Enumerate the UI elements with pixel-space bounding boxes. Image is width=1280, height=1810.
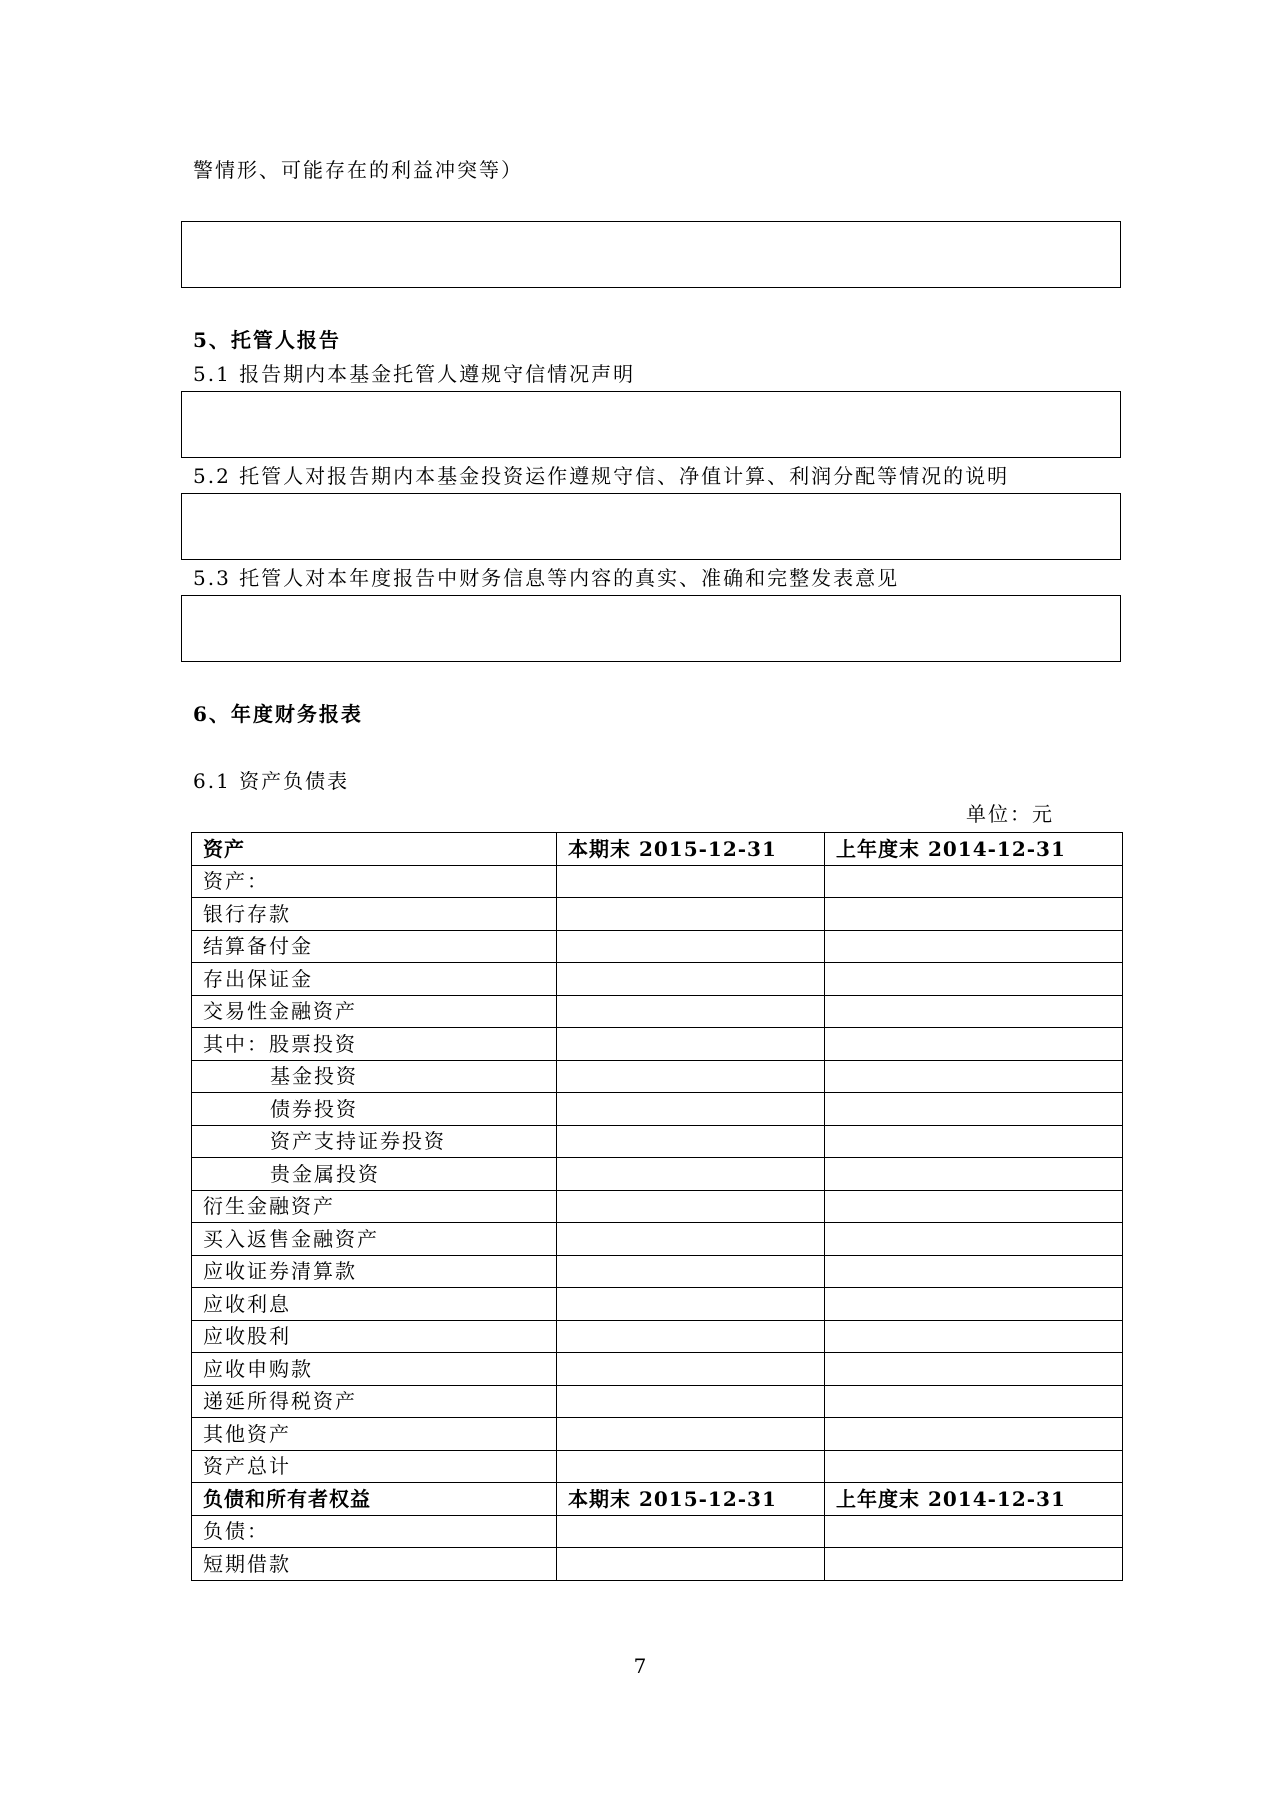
section-5-2-heading: 5.2 托管人对报告期内本基金投资运作遵规守信、净值计算、利润分配等情况的说明 <box>193 464 1010 488</box>
current-period-cell <box>557 1125 825 1158</box>
row-label: 买入返售金融资产 <box>192 1223 557 1256</box>
page-number: 7 <box>633 1654 647 1678</box>
table-row <box>192 1320 1123 1353</box>
row-label: 负债： <box>192 1515 557 1548</box>
table-row <box>192 1158 1123 1191</box>
current-period-cell <box>557 1223 825 1256</box>
row-label: 资产： <box>192 865 557 898</box>
prior-period-cell <box>825 1125 1123 1158</box>
content-box-5-3 <box>181 595 1121 662</box>
table-row <box>192 1223 1123 1256</box>
prior-period-cell <box>825 1548 1123 1581</box>
column-header: 本期末 2015-12-31 <box>557 833 825 866</box>
row-label: 银行存款 <box>192 898 557 931</box>
prior-period-cell <box>825 1450 1123 1483</box>
table-row <box>192 1385 1123 1418</box>
current-period-cell <box>557 1450 825 1483</box>
current-period-cell <box>557 1093 825 1126</box>
row-label: 其中：股票投资 <box>192 1028 557 1061</box>
prior-period-cell <box>825 963 1123 996</box>
prior-period-cell <box>825 865 1123 898</box>
table-row <box>192 1548 1123 1581</box>
prior-period-cell <box>825 1255 1123 1288</box>
table-row <box>192 1515 1123 1548</box>
current-period-cell <box>557 1353 825 1386</box>
prior-period-cell <box>825 1223 1123 1256</box>
table-row <box>192 963 1123 996</box>
table-row <box>192 1353 1123 1386</box>
section-6-1-heading: 6.1 资产负债表 <box>193 769 350 793</box>
prior-period-cell <box>825 1385 1123 1418</box>
current-period-cell <box>557 930 825 963</box>
table-row <box>192 930 1123 963</box>
section-5-title: 5、托管人报告 <box>193 328 341 352</box>
table-row <box>192 1190 1123 1223</box>
row-label: 应收申购款 <box>192 1353 557 1386</box>
section-5-3-heading: 5.3 托管人对本年度报告中财务信息等内容的真实、准确和完整发表意见 <box>193 566 900 590</box>
current-period-cell <box>557 995 825 1028</box>
table-row <box>192 1418 1123 1451</box>
prior-period-cell <box>825 1418 1123 1451</box>
row-label: 资产支持证券投资 <box>192 1125 557 1158</box>
table-row <box>192 1093 1123 1126</box>
table-header-row <box>192 833 1123 866</box>
row-label: 短期借款 <box>192 1548 557 1581</box>
prior-period-cell <box>825 995 1123 1028</box>
column-header: 上年度末 2014-12-31 <box>825 833 1123 866</box>
row-label: 交易性金融资产 <box>192 995 557 1028</box>
continuation-text: 警情形、可能存在的利益冲突等） <box>193 158 523 182</box>
unit-label: 单位：元 <box>966 802 1054 826</box>
current-period-cell <box>557 898 825 931</box>
table-row <box>192 1125 1123 1158</box>
balance-sheet-table <box>191 832 1123 1581</box>
row-label: 基金投资 <box>192 1060 557 1093</box>
column-header: 负债和所有者权益 <box>192 1483 557 1516</box>
content-box-5-2 <box>181 493 1121 560</box>
prior-period-cell <box>825 1190 1123 1223</box>
table-row <box>192 995 1123 1028</box>
prior-period-cell <box>825 1158 1123 1191</box>
current-period-cell <box>557 1028 825 1061</box>
current-period-cell <box>557 865 825 898</box>
content-box-5-1 <box>181 391 1121 458</box>
prior-period-cell <box>825 1028 1123 1061</box>
table-row <box>192 1450 1123 1483</box>
prior-period-cell <box>825 898 1123 931</box>
prior-period-cell <box>825 1353 1123 1386</box>
section-5-1-heading: 5.1 报告期内本基金托管人遵规守信情况声明 <box>193 362 636 386</box>
current-period-cell <box>557 1288 825 1321</box>
current-period-cell <box>557 1158 825 1191</box>
table-row <box>192 1060 1123 1093</box>
row-label: 衍生金融资产 <box>192 1190 557 1223</box>
content-box-4 <box>181 221 1121 288</box>
table-header-row <box>192 1483 1123 1516</box>
section-6-title: 6、年度财务报表 <box>193 702 363 726</box>
prior-period-cell <box>825 1288 1123 1321</box>
prior-period-cell <box>825 1515 1123 1548</box>
current-period-cell <box>557 1418 825 1451</box>
balance-sheet-body <box>192 833 1123 1581</box>
row-label: 递延所得税资产 <box>192 1385 557 1418</box>
table-row <box>192 1288 1123 1321</box>
current-period-cell <box>557 1190 825 1223</box>
column-header: 上年度末 2014-12-31 <box>825 1483 1123 1516</box>
row-label: 债券投资 <box>192 1093 557 1126</box>
current-period-cell <box>557 963 825 996</box>
current-period-cell <box>557 1060 825 1093</box>
current-period-cell <box>557 1385 825 1418</box>
column-header: 资产 <box>192 833 557 866</box>
current-period-cell <box>557 1548 825 1581</box>
prior-period-cell <box>825 930 1123 963</box>
current-period-cell <box>557 1320 825 1353</box>
row-label: 资产总计 <box>192 1450 557 1483</box>
row-label: 结算备付金 <box>192 930 557 963</box>
table-row <box>192 1255 1123 1288</box>
row-label: 其他资产 <box>192 1418 557 1451</box>
current-period-cell <box>557 1515 825 1548</box>
row-label: 应收证券清算款 <box>192 1255 557 1288</box>
prior-period-cell <box>825 1093 1123 1126</box>
row-label: 贵金属投资 <box>192 1158 557 1191</box>
row-label: 应收利息 <box>192 1288 557 1321</box>
table-row <box>192 865 1123 898</box>
prior-period-cell <box>825 1320 1123 1353</box>
prior-period-cell <box>825 1060 1123 1093</box>
current-period-cell <box>557 1255 825 1288</box>
column-header: 本期末 2015-12-31 <box>557 1483 825 1516</box>
table-row <box>192 898 1123 931</box>
row-label: 存出保证金 <box>192 963 557 996</box>
row-label: 应收股利 <box>192 1320 557 1353</box>
table-row <box>192 1028 1123 1061</box>
